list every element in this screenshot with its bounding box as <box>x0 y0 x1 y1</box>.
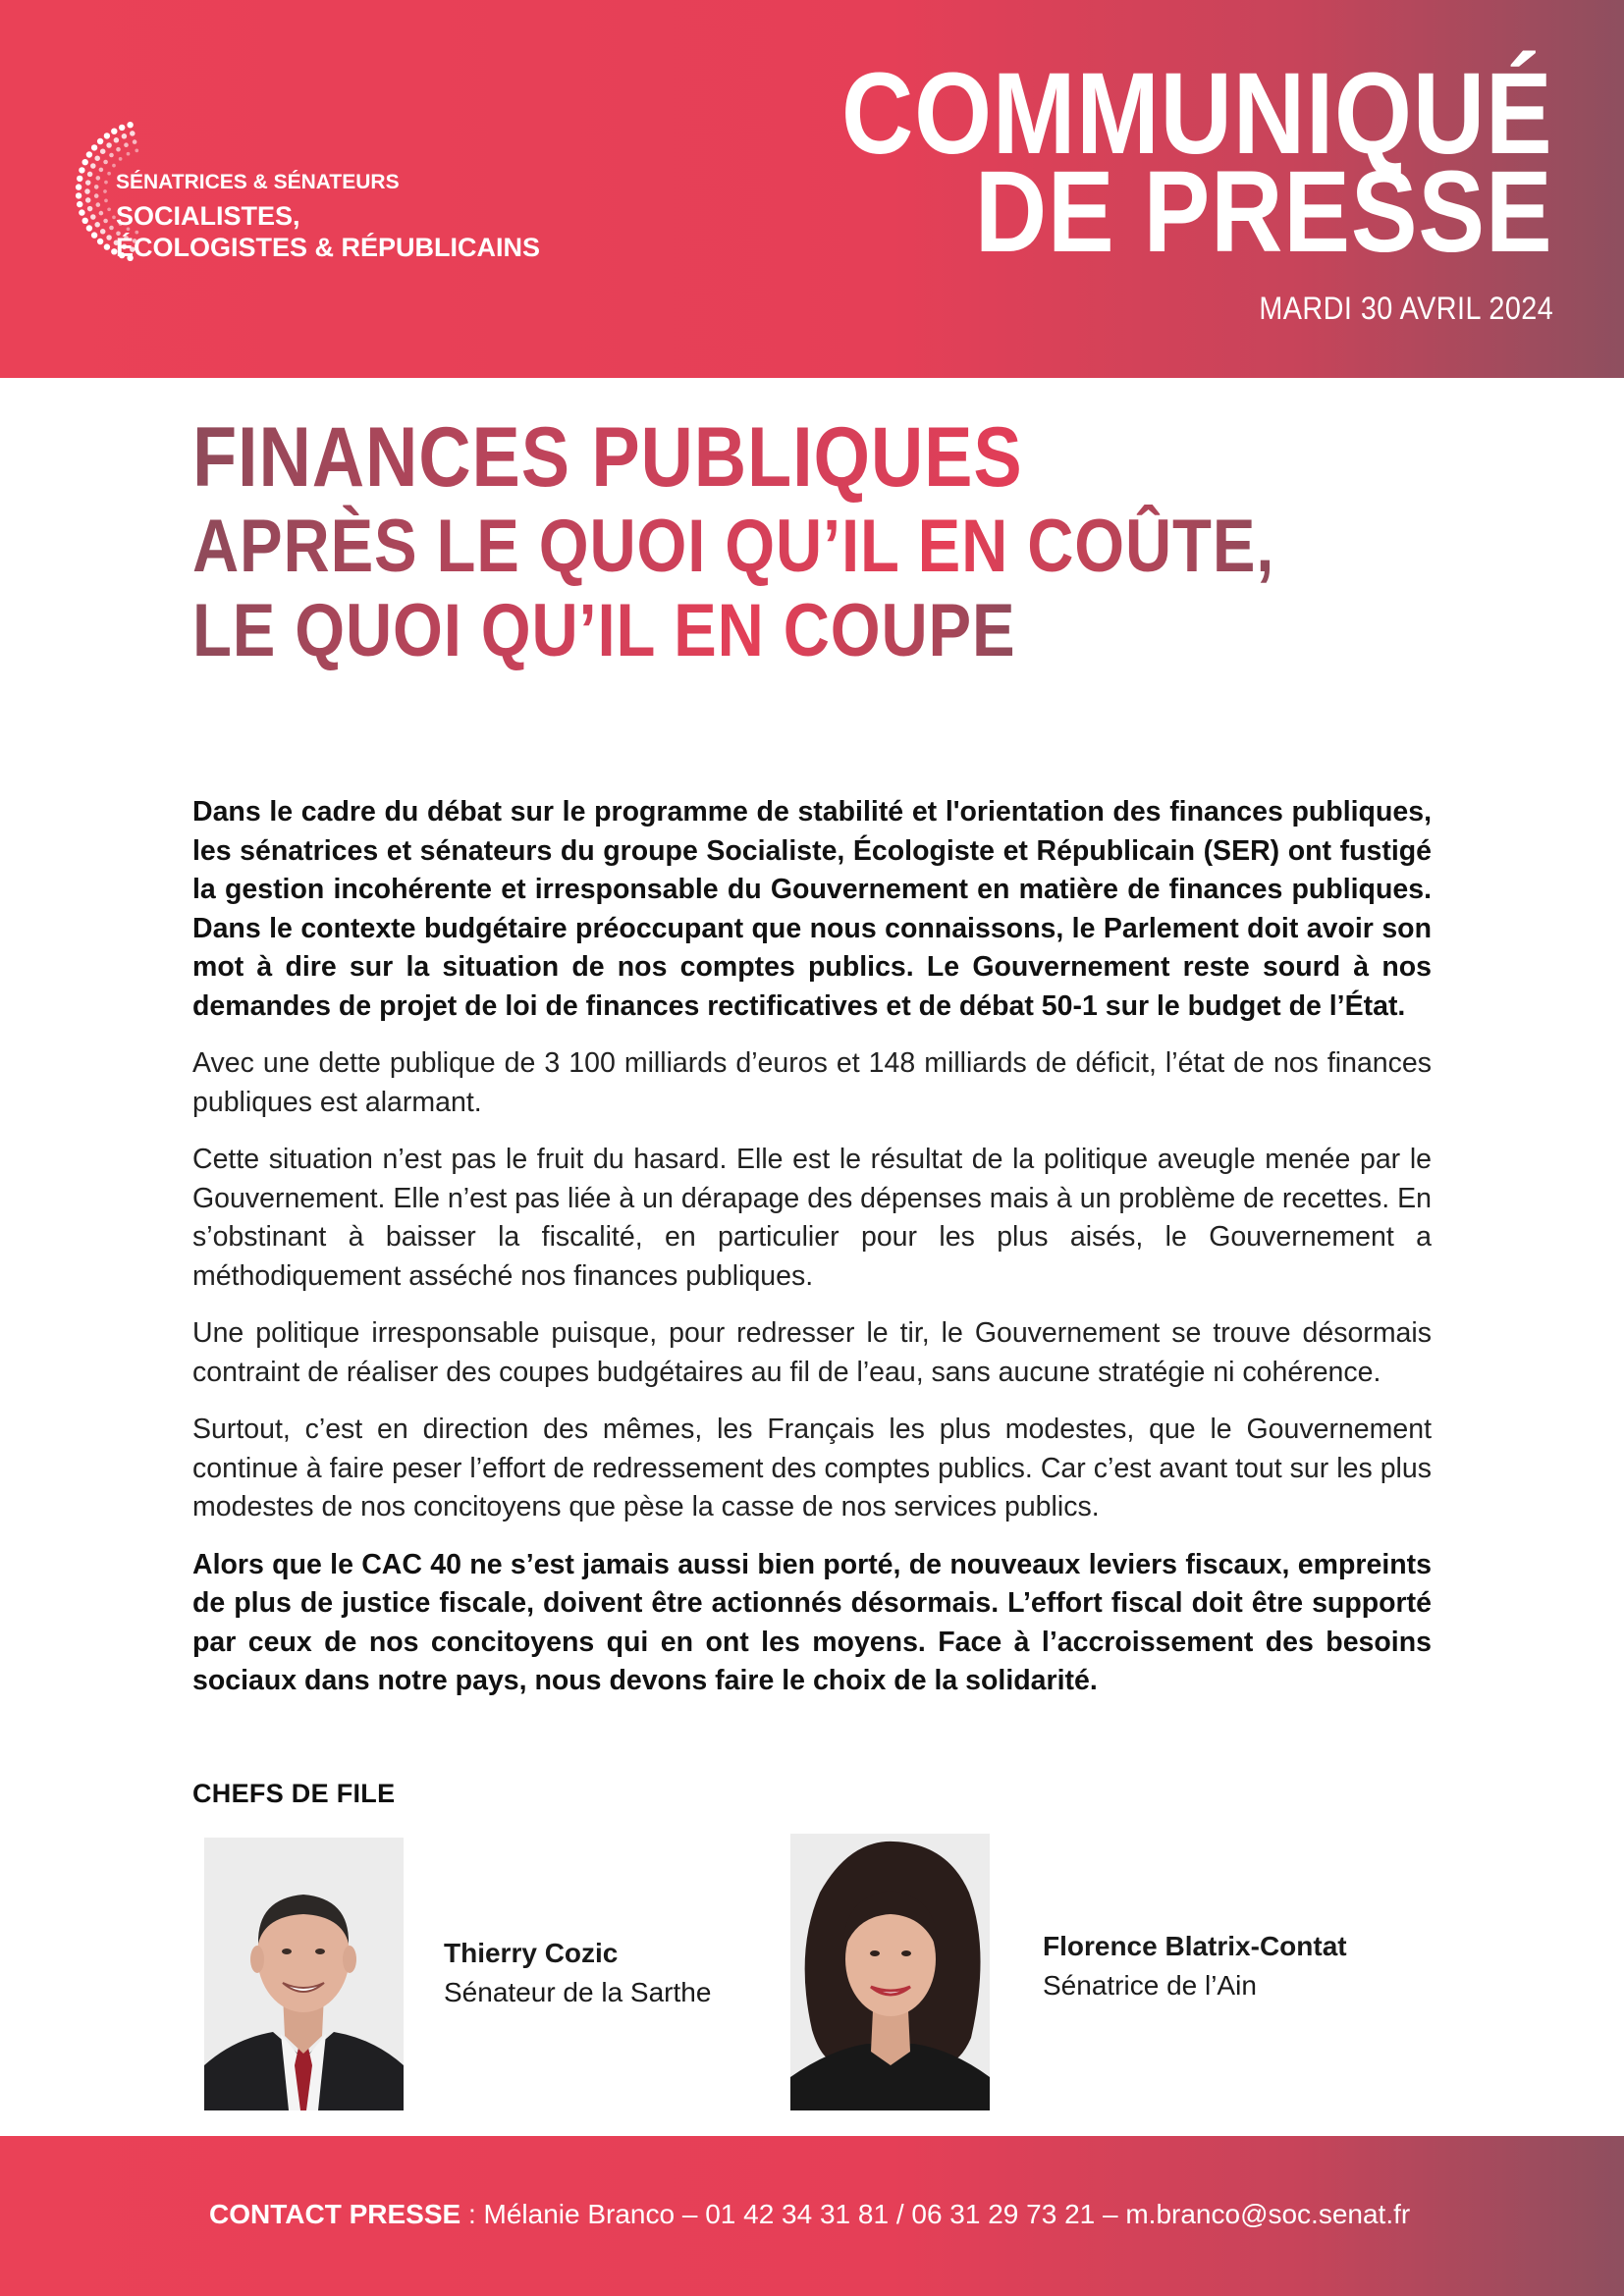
organization-name <box>116 171 540 263</box>
footer-band <box>0 2136 1624 2296</box>
portrait-photo-thierry-cozic <box>204 1838 404 2110</box>
headline-line-1: FINANCES PUBLIQUES <box>192 410 1023 505</box>
intro-paragraph: Dans le cadre du débat sur le programme de stabilité et l'orientation des finances publiques, les sénatrices et sénateurs du groupe Socialiste, Écologiste et Républicain (SER) ont fustigé la gestion incohérente et irresponsable du Gouvernement en matière de finances publiques. Dans le contexte budgétaire préoccupant que nous connaissons, le Parlement doit avoir son mot à dire sur la situation de nos comptes publics. Le Gouvernement reste sourd à nos demandes de projet de loi de finances rectificatives et de débat 50-1 sur le budget de l’État. <box>192 796 1432 1022</box>
body-paragraph: Avec une dette publique de 3 100 milliards d’euros et 148 milliards de déficit, l’état de nos finances publiques est alarmant. <box>192 1047 1432 1118</box>
release-date: MARDI 30 AVRIL 2024 <box>1259 291 1553 326</box>
chefs-de-file-heading: CHEFS DE FILE <box>192 1779 396 1808</box>
press-contact-details: Mélanie Branco – 01 42 34 31 81 / 06 31 29 73 21 – m.branco@soc.senat.fr <box>483 2199 1411 2229</box>
org-line-3: ÉCOLOGISTES & RÉPUBLICAINS <box>116 233 541 262</box>
chef-de-file-1 <box>444 1934 711 2012</box>
header-band <box>0 0 1624 378</box>
person-name: Thierry Cozic <box>444 1938 619 1968</box>
chef-de-file-2 <box>1043 1927 1347 2005</box>
body-paragraph: Surtout, c’est en direction des mêmes, les Français les plus modestes, que le Gouvernement continue à faire peser l’effort de redressement des comptes publics. Car c’est avant tout sur les plus modestes de nos concitoyens que pèse la casse de nos services publics. <box>192 1414 1432 1522</box>
org-line-2: SOCIALISTES, <box>116 201 300 231</box>
person-role: Sénateur de la Sarthe <box>444 1977 712 2007</box>
press-contact <box>209 2198 1410 2231</box>
headline <box>192 410 1290 673</box>
press-release-title <box>841 49 1553 277</box>
press-release-body <box>192 793 1432 1720</box>
person-name: Florence Blatrix-Contat <box>1043 1931 1347 1961</box>
headline-line-3: LE QUOI QU’IL EN COUPE <box>192 589 1016 672</box>
press-contact-separator: : <box>460 2199 484 2229</box>
conclusion-paragraph: Alors que le CAC 40 ne s’est jamais aussi bien porté, de nouveaux leviers fiscaux, empreints de plus de justice fiscale, doivent être actionnés désormais. L’effort fiscal doit être supporté par ceux de nos concitoyens qui en ont les moyens. Face à l’accroissement des besoins sociaux dans notre pays, nous devons faire le choix de la solidarité. <box>192 1548 1432 1696</box>
press-contact-label: CONTACT PRESSE <box>209 2199 461 2229</box>
portrait-photo-florence-blatrix-contat <box>790 1834 990 2110</box>
press-release-title-line-1: COMMUNIQUÉ <box>841 49 1553 179</box>
person-role: Sénatrice de l’Ain <box>1043 1970 1257 2001</box>
body-paragraph: Une politique irresponsable puisque, pour redresser le tir, le Gouvernement se trouve désormais contraint de réaliser des coupes budgétaires au fil de l’eau, sans aucune stratégie ni cohérence. <box>192 1317 1432 1388</box>
org-line-1: SÉNATRICES & SÉNATEURS <box>116 171 400 193</box>
press-release-title-line-2: DE PRESSE <box>975 147 1553 277</box>
headline-line-2: APRÈS LE QUOI QU’IL EN COÛTE, <box>192 505 1275 588</box>
body-paragraph: Cette situation n’est pas le fruit du hasard. Elle est le résultat de la politique aveugle menée par le Gouvernement. Elle n’est pas liée à un dérapage des dépenses mais à un problème de recettes. En s’obstinant à baisser la fiscalité, en particulier pour les plus aisés, le Gouvernement a méthodiquement asséché nos finances publiques. <box>192 1144 1432 1292</box>
